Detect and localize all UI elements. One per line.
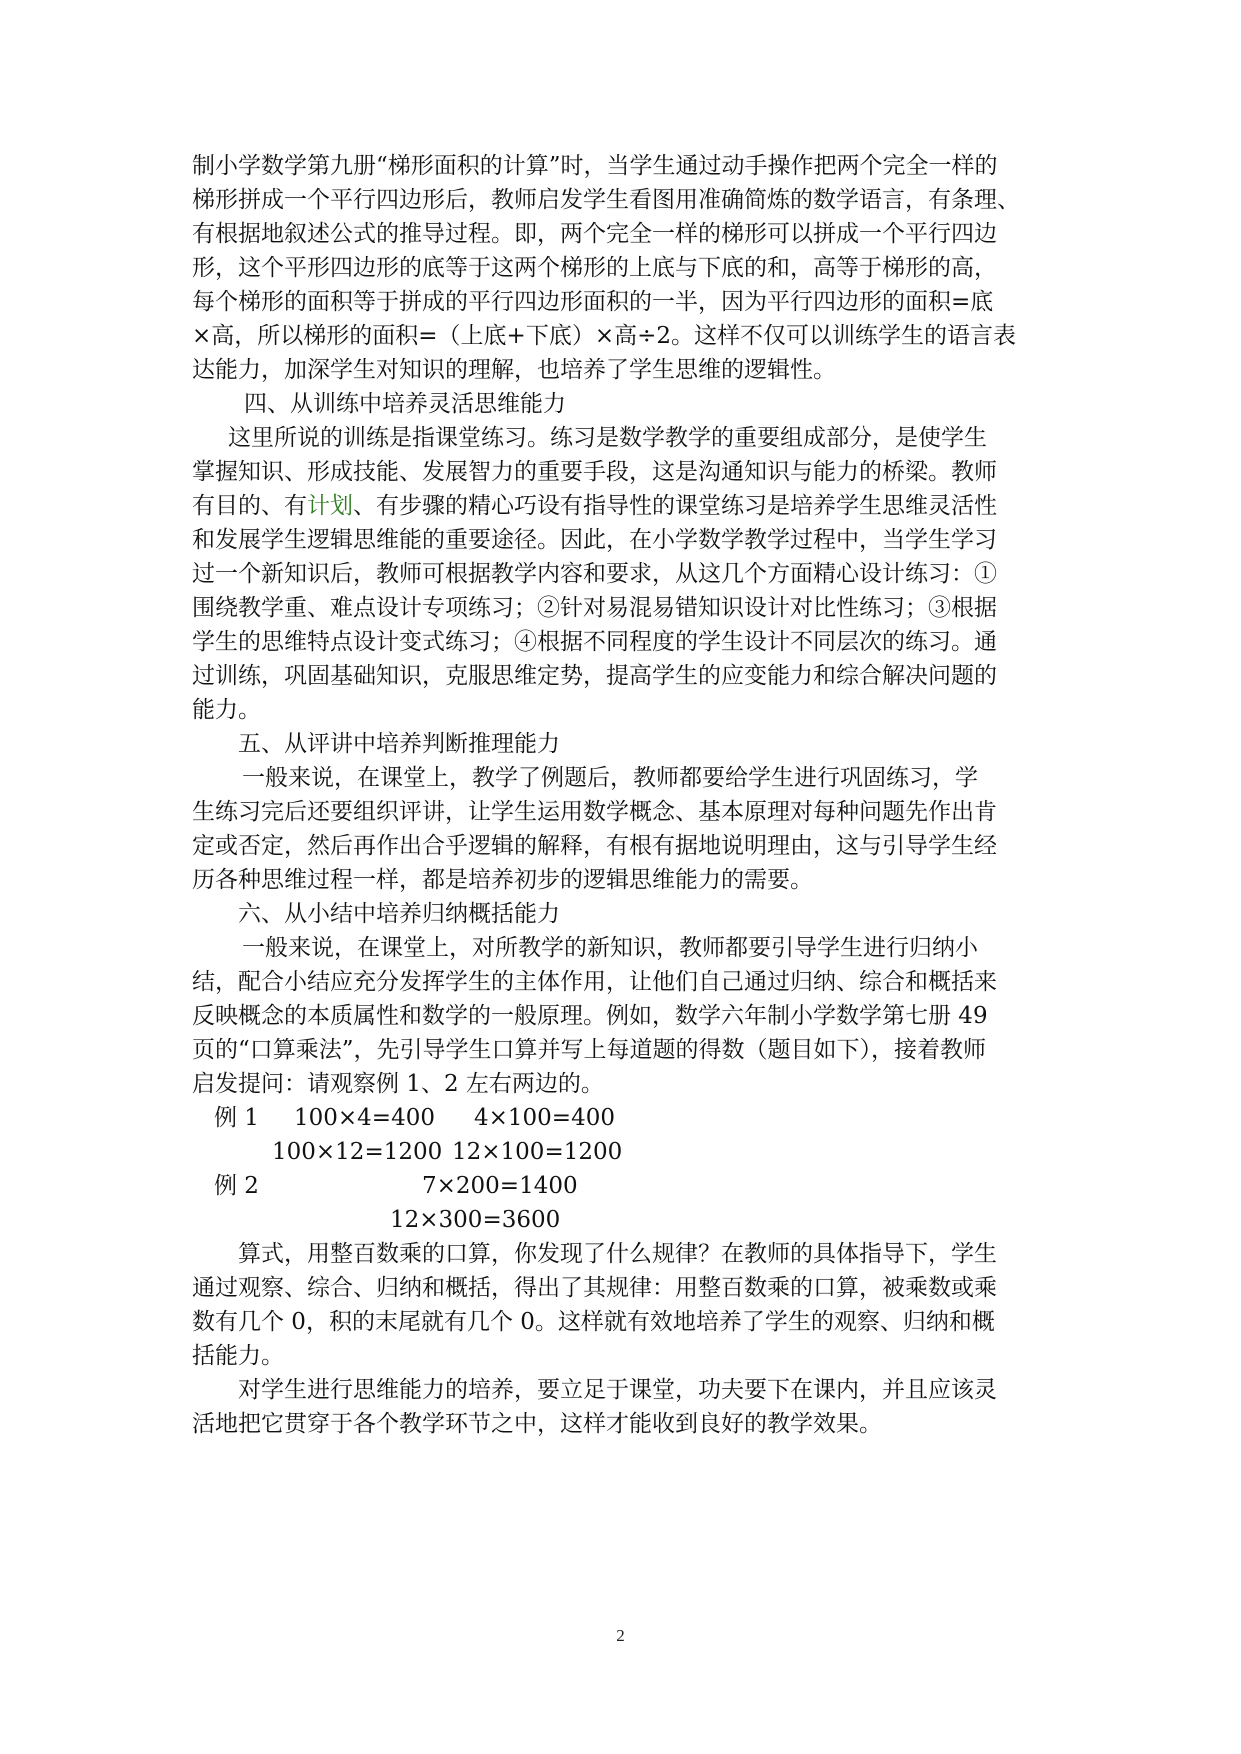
- text-line: 能力。: [192, 697, 261, 723]
- text-line: 一般来说，在课堂上，教学了例题后，教师都要给学生进行巩固练习，学: [242, 765, 978, 791]
- equation: 4×100=400: [474, 1105, 615, 1131]
- text-line: ×高，所以梯形的面积=（上底+下底）×高÷2。这样不仅可以训练学生的语言表: [192, 323, 1016, 349]
- text-line: 围绕教学重、难点设计专项练习；②针对易混易错知识设计对比性练习；③根据: [192, 595, 997, 621]
- text-span: 有目的、有: [192, 493, 307, 519]
- text-line: 历各种思维过程一样，都是培养初步的逻辑思维能力的需要。: [192, 867, 813, 893]
- text-line: 对学生进行思维能力的培养，要立足于课堂，功夫要下在课内，并且应该灵: [238, 1377, 997, 1403]
- text-line: 生练习完后还要组织评讲，让学生运用数学概念、基本原理对每种问题先作出肯: [192, 799, 997, 825]
- text-span: 、有步骤的精心巧设有指导性的课堂练习是培养学生思维灵活性: [353, 493, 997, 519]
- text-line: 算式，用整百数乘的口算，你发现了什么规律？在教师的具体指导下，学生: [238, 1241, 997, 1267]
- equation: 12×300=3600: [390, 1207, 561, 1233]
- text-line: 页的“口算乘法”，先引导学生口算并写上每道题的得数（题目如下），接着教师: [192, 1037, 987, 1063]
- text-line: 每个梯形的面积等于拼成的平行四边形面积的一半，因为平行四边形的面积=底: [192, 289, 994, 315]
- body-text: [192, 0, 1052, 1754]
- text-line: 掌握知识、形成技能、发展智力的重要手段，这是沟通知识与能力的桥梁。教师: [192, 459, 997, 485]
- equation: 7×200=1400: [422, 1173, 578, 1199]
- text-line: 通过观察、综合、归纳和概括，得出了其规律：用整百数乘的口算，被乘数或乘: [192, 1275, 997, 1301]
- text-line: 定或否定，然后再作出合乎逻辑的解释，有根有据地说明理由，这与引导学生经: [192, 833, 997, 859]
- text-line: 过训练，巩固基础知识，克服思维定势，提高学生的应变能力和综合解决问题的: [192, 663, 997, 689]
- section-heading: 五、从评讲中培养判断推理能力: [238, 731, 560, 757]
- page-number: 2: [616, 1626, 625, 1645]
- section-heading: 四、从训练中培养灵活思维能力: [244, 391, 566, 417]
- equation: 100×4=400: [294, 1105, 435, 1131]
- example-label: 例 2: [214, 1173, 259, 1199]
- text-line: 括能力。: [192, 1343, 284, 1369]
- text-line: 达能力，加深学生对知识的理解，也培养了学生思维的逻辑性。: [192, 357, 836, 383]
- example-label: 例 1: [214, 1105, 259, 1131]
- text-line: 过一个新知识后，教师可根据教学内容和要求，从这几个方面精心设计练习：①: [192, 561, 997, 587]
- text-line: 一般来说，在课堂上，对所教学的新知识，教师都要引导学生进行归纳小: [242, 935, 978, 961]
- text-line: [192, 489, 997, 523]
- equation: 100×12=1200: [272, 1139, 443, 1165]
- equation: 12×100=1200: [452, 1139, 623, 1165]
- text-line: 有根据地叙述公式的推导过程。即，两个完全一样的梯形可以拼成一个平行四边: [192, 221, 997, 247]
- text-line: 反映概念的本质属性和数学的一般原理。例如，数学六年制小学数学第七册 49: [192, 1003, 988, 1029]
- text-line: 梯形拼成一个平行四边形后，教师启发学生看图用准确简炼的数学语言，有条理、: [192, 187, 1020, 213]
- text-line: 学生的思维特点设计变式练习；④根据不同程度的学生设计不同层次的练习。通: [192, 629, 997, 655]
- plan-link[interactable]: 计划: [307, 493, 353, 519]
- text-line: 启发提问：请观察例 1、2 左右两边的。: [192, 1071, 604, 1097]
- text-line: 和发展学生逻辑思维能的重要途径。因此，在小学数学教学过程中，当学生学习: [192, 527, 997, 553]
- section-heading: 六、从小结中培养归纳概括能力: [238, 901, 560, 927]
- text-line: 形，这个平形四边形的底等于这两个梯形的上底与下底的和，高等于梯形的高，: [192, 255, 997, 281]
- text-line: 结，配合小结应充分发挥学生的主体作用，让他们自己通过归纳、综合和概括来: [192, 969, 997, 995]
- text-line: 这里所说的训练是指课堂练习。练习是数学教学的重要组成部分，是使学生: [228, 425, 987, 451]
- text-line: 活地把它贯穿于各个教学环节之中，这样才能收到良好的教学效果。: [192, 1411, 882, 1437]
- text-line: 数有几个 0，积的末尾就有几个 0。这样就有效地培养了学生的观察、归纳和概: [192, 1309, 995, 1335]
- text-line: 制小学数学第九册“梯形面积的计算”时，当学生通过动手操作把两个完全一样的: [192, 153, 998, 179]
